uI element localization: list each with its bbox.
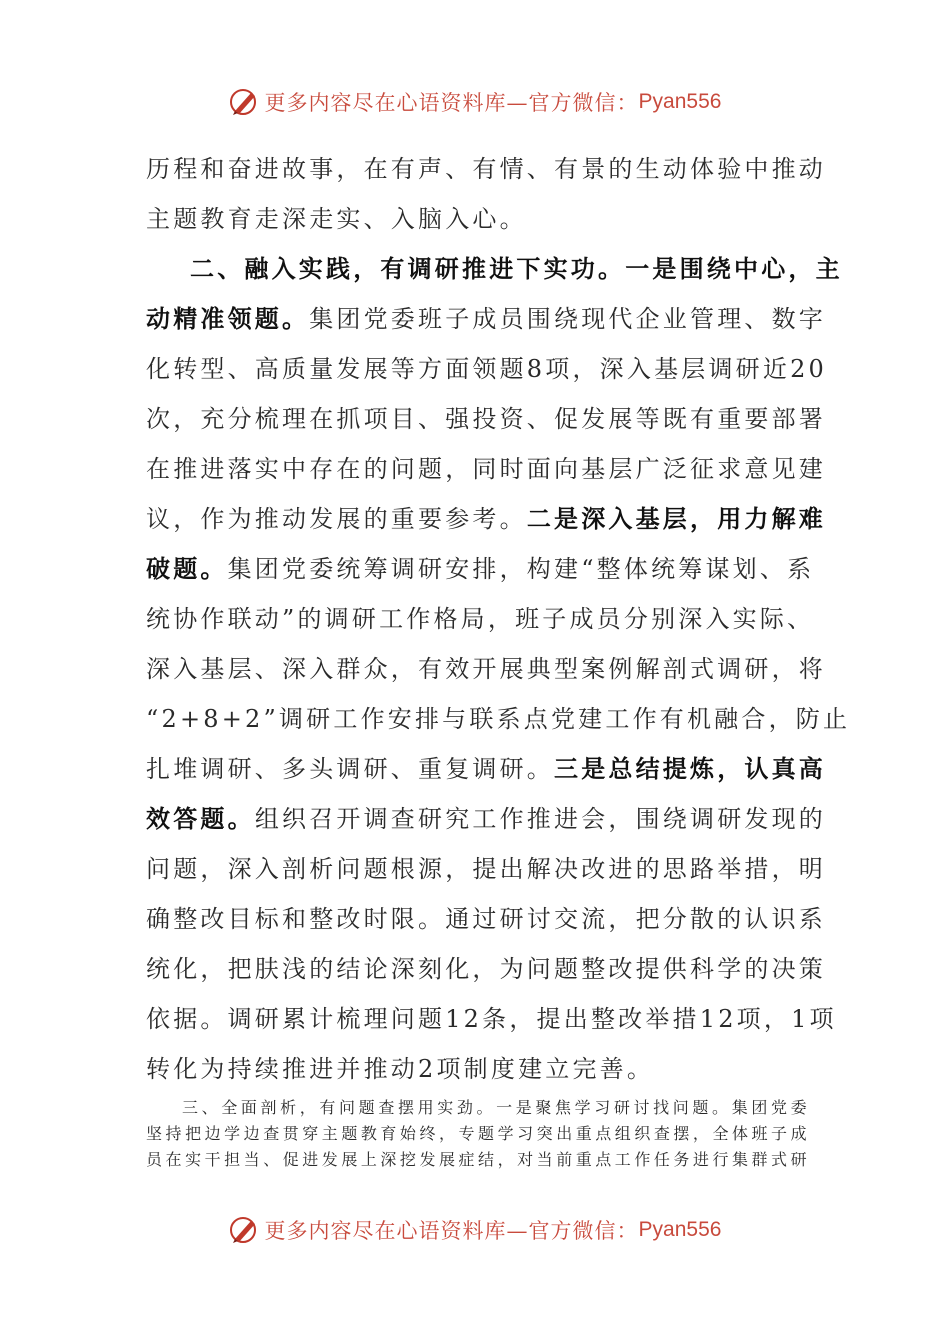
header-watermark-banner — [0, 82, 950, 122]
text-line: 主题教育走深走实、入脑入心。 — [146, 205, 527, 233]
text-line: 确整改目标和整改时限。通过研讨交流，把分散的认识系 — [146, 905, 826, 933]
bold-phrase: 效答题。 — [146, 804, 255, 833]
banner-text: 更多内容尽在心语资料库—官方微信： — [264, 91, 639, 115]
text-line: 化转型、高质量发展等方面领题8项，深入基层调研近20 — [146, 355, 828, 383]
bold-phrase: 三是总结提炼，认真高 — [554, 754, 826, 783]
text-run: 组织召开调查研究工作推进会，围绕调研发现的 — [254, 805, 827, 833]
text-run: 集团党委统筹调研安排，构建“整体统筹谋划、系 — [227, 555, 815, 583]
document-body — [146, 144, 851, 1094]
small-paragraph — [146, 1095, 808, 1173]
small-text-line: 员在实干担当、促进发展上深挖发展症结，对当前重点工作任务进行集群式研 — [146, 1150, 808, 1169]
small-text-line: 三、全面剖析，有问题查摆用实劲。一是聚焦学习研讨找问题。集团党委 — [182, 1098, 808, 1117]
text-line — [146, 544, 815, 594]
text-line: 次，充分梳理在抓项目、强投资、促发展等既有重要部署 — [146, 405, 826, 433]
text-line: 转化为持续推进并推动2项制度建立完善。 — [146, 1055, 655, 1083]
bold-phrase: 动精准领题。 — [146, 304, 310, 333]
text-run: 议，作为推动发展的重要参考。 — [146, 505, 527, 533]
text-run: 扎堆调研、多头调研、重复调研。 — [146, 755, 554, 783]
text-line: 在推进落实中存在的问题，同时面向基层广泛征求意见建 — [146, 455, 826, 483]
text-line — [146, 744, 826, 794]
text-line — [146, 794, 827, 844]
footer-watermark-banner — [0, 1210, 950, 1250]
text-line — [146, 494, 827, 544]
text-line: 问题，深入剖析问题根源，提出解决改进的思路举措，明 — [146, 855, 826, 883]
wechat-id: Pyan556 — [638, 90, 722, 113]
pen-logo-icon — [229, 87, 259, 117]
text-line: 统化，把肤浅的结论深刻化，为问题整改提供科学的决策 — [146, 955, 826, 983]
bold-phrase: 二是深入基层，用力解难 — [526, 504, 827, 533]
bold-phrase: 破题。 — [146, 554, 228, 583]
section-heading: 二、融入实践，有调研推进下实功。一是围绕中心，主 — [190, 254, 843, 283]
text-line: 依据。调研累计梳理问题12条，提出整改举措12项，1项 — [146, 1005, 837, 1033]
text-run: 集团党委班子成员围绕现代企业管理、数字 — [309, 305, 827, 333]
wechat-id: Pyan556 — [638, 1218, 722, 1241]
text-line: 统协作联动”的调研工作格局，班子成员分别深入实际、 — [146, 605, 815, 633]
text-line — [146, 294, 827, 344]
text-line: 深入基层、深入群众，有效开展典型案例解剖式调研，将 — [146, 655, 826, 683]
pen-logo-icon — [229, 1215, 259, 1245]
banner-text: 更多内容尽在心语资料库—官方微信： — [264, 1219, 639, 1243]
text-line: “2+8+2”调研工作安排与联系点党建工作有机融合，防止 — [146, 705, 851, 733]
small-text-line: 坚持把边学边查贯穿主题教育始终，专题学习突出重点组织查摆，全体班子成 — [146, 1124, 808, 1143]
text-line: 历程和奋进故事，在有声、有情、有景的生动体验中推动 — [146, 155, 826, 183]
